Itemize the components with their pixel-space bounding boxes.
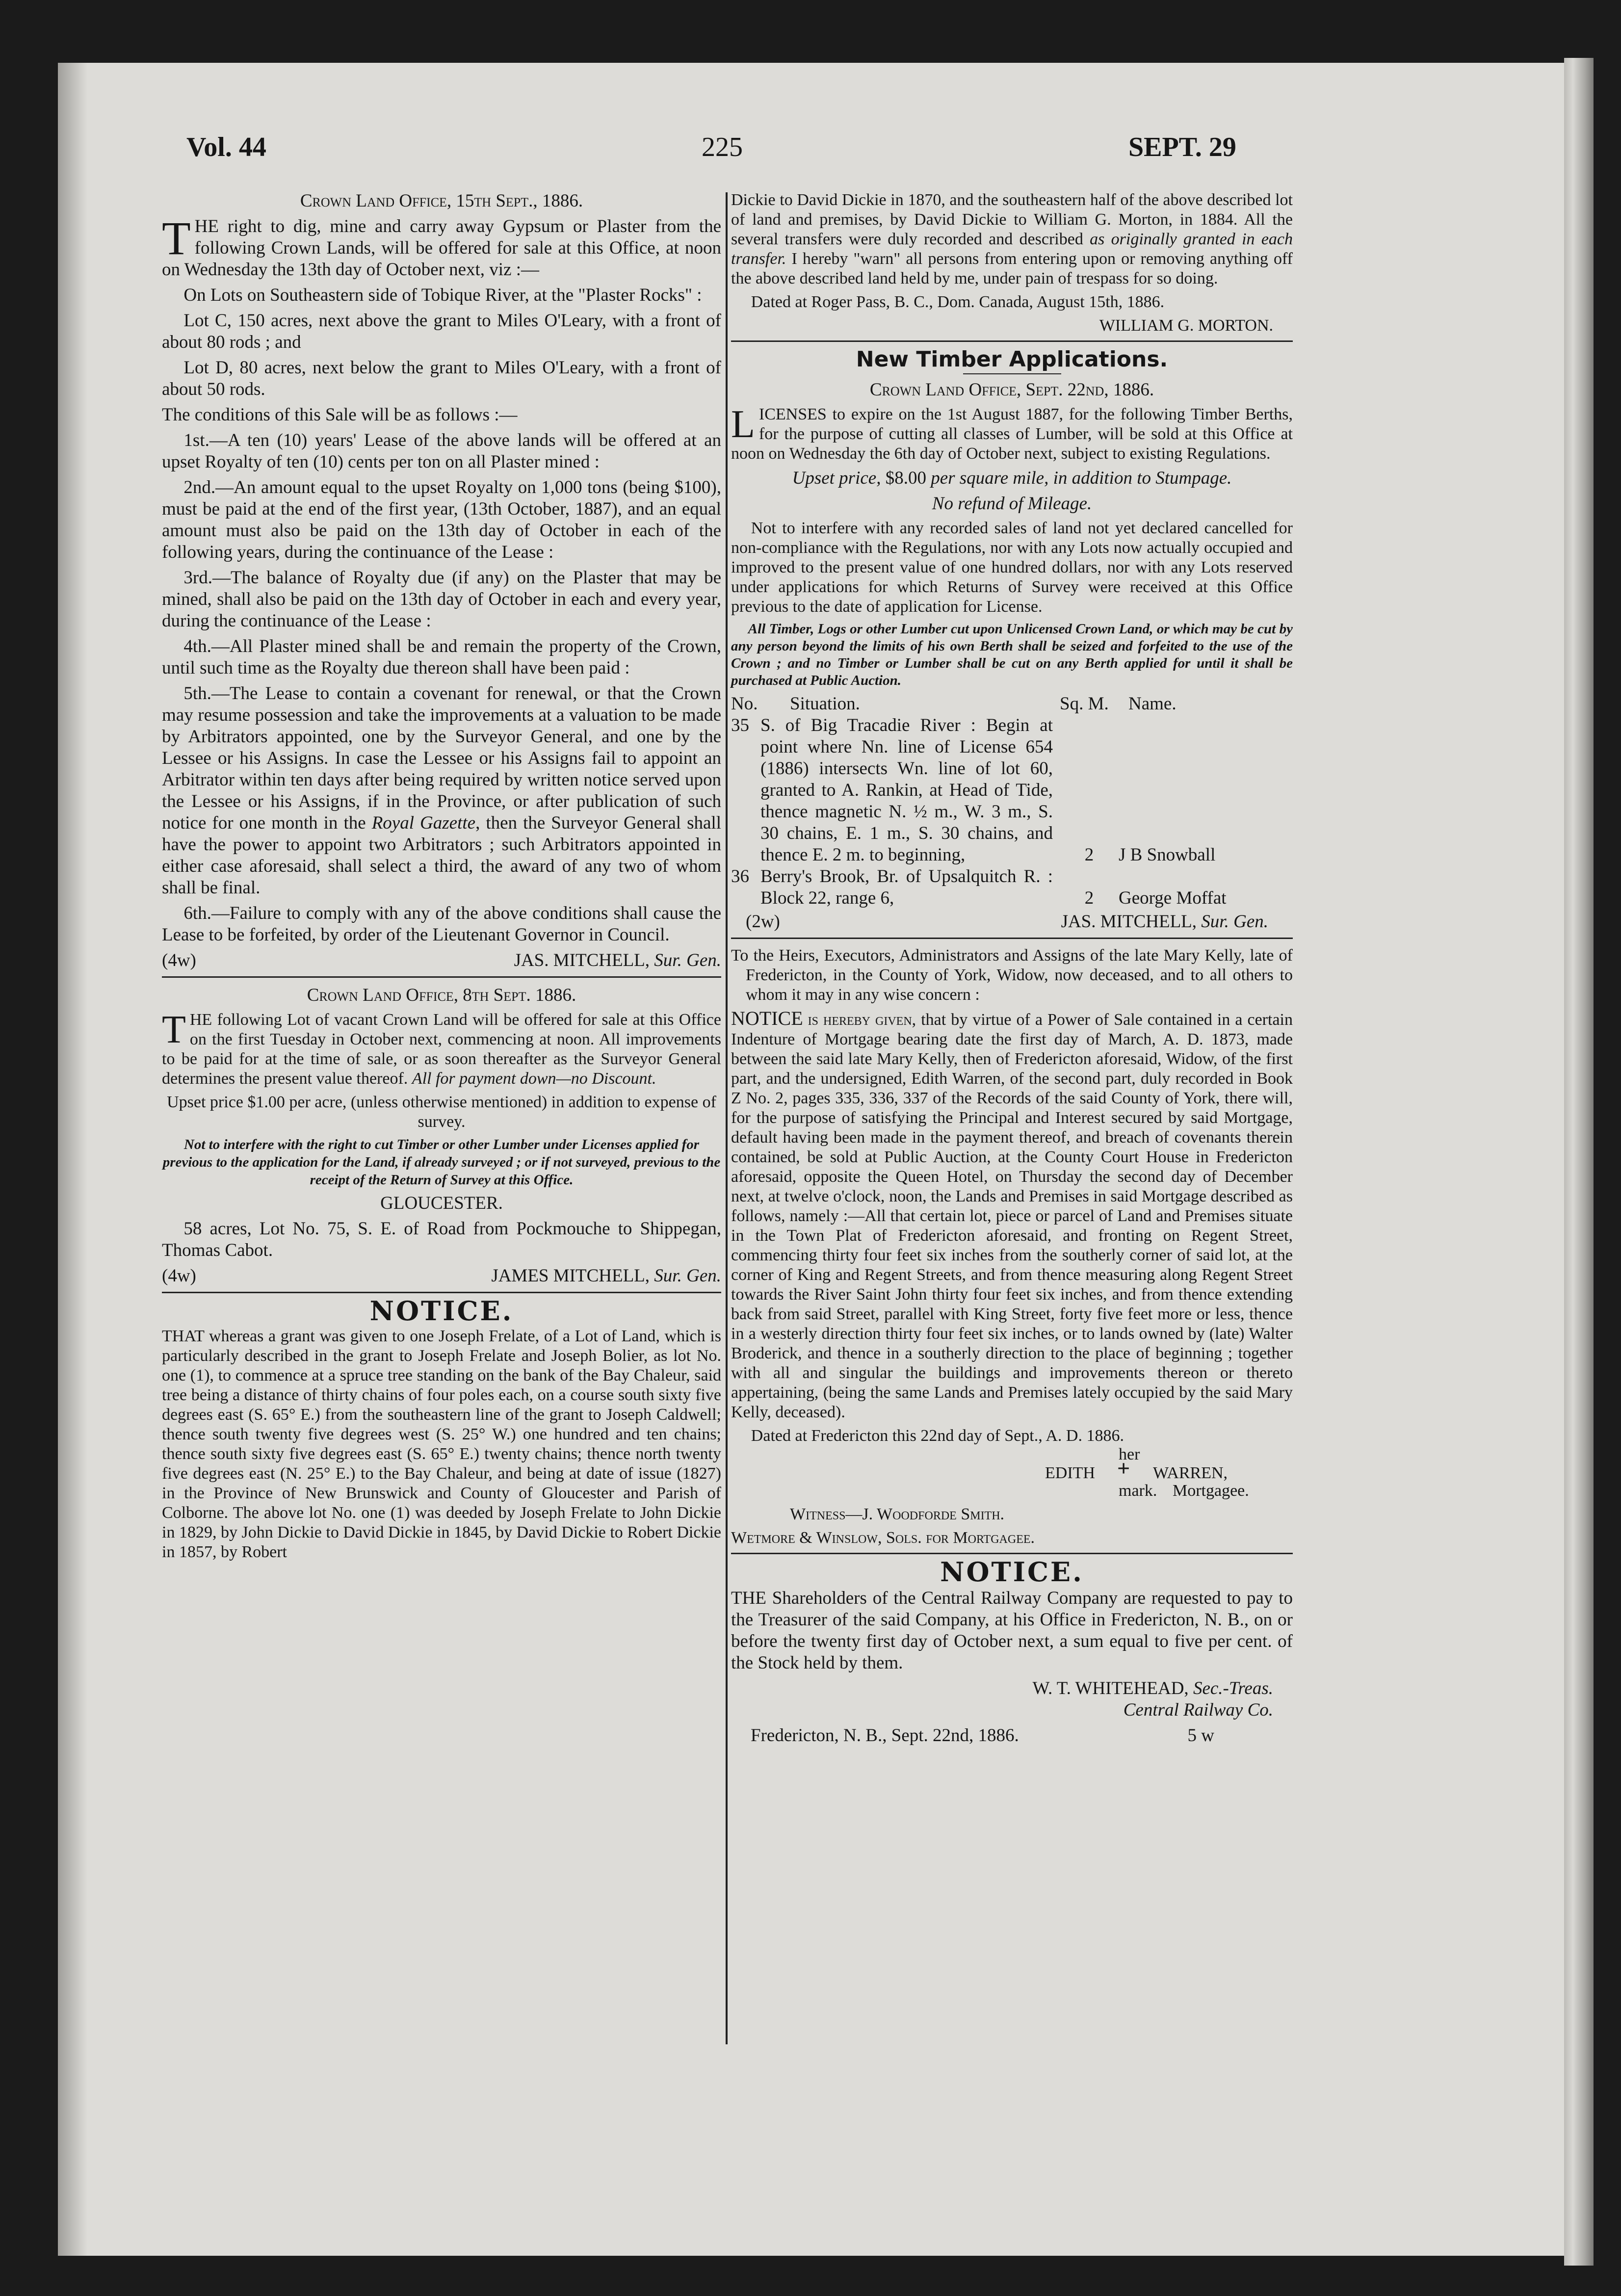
berth-name: J B Snowball <box>1119 845 1216 865</box>
condition-1: 1st.—A ten (10) years' Lease of the above lands will be offered at an upset Royalty of ten (10) cents per ton on all Plaster mined : <box>162 430 721 472</box>
drop-cap: T <box>162 212 191 264</box>
witness-line: Witness—J. Woodforde Smith. <box>790 1505 1005 1523</box>
signature-line <box>731 911 1293 933</box>
office-dateline: Crown Land Office, 15th Sept., 1886. <box>300 191 583 211</box>
frelate-notice <box>162 1295 721 1562</box>
mark-label: mark. <box>1119 1482 1157 1500</box>
page-number: 225 <box>702 132 743 162</box>
volume-label: Vol. 44 <box>186 132 266 162</box>
signature: JAMES MITCHELL, Sur. Gen. <box>491 1266 721 1286</box>
signature: JAS. MITCHELL, Sur. Gen. <box>514 950 721 970</box>
section-divider <box>162 976 721 978</box>
column-header: Name. <box>1128 694 1177 714</box>
table-row <box>731 715 1293 866</box>
mortgagee-role: Mortgagee. <box>1173 1482 1249 1500</box>
notice-heading: NOTICE. <box>940 1556 1084 1588</box>
insertion-count: (4w) <box>162 950 196 970</box>
mortgagee-signature <box>731 1445 1293 1500</box>
notice-intro: THE right to dig, mine and carry away Gypsum or Plaster from the following Crown Lands, will be offered for sale at this Office, at noon on Wednesday the 13th day of October next, viz :— <box>162 212 721 280</box>
column-header: No. <box>731 694 758 714</box>
notice-body: THAT whereas a grant was given to one Joseph Frelate, of a Lot of Land, which is particularly described in the grant to Joseph Frelate and Joseph Bolier, as lot No. one (1), to commence at a spruce tree standing on the bank of the Bay Chaleur, said tree being a distance of thirty chains of four poles each, on a course south sixty five degrees east (S. 65° E.) from the southeastern line of the grant to Joseph Caldwell; thence south twenty five degrees west (S. 25° W.) one hundred and ten chains; thence south sixty five degrees east (S. 65° E.) twenty chains; thence north twenty five degrees east (N. 25° E.) to the Bay Chaleur, and being at date of issue (1827) in the Province of New Brunswick and County of Gloucester and Parish of Colborne. The above lot No. one (1) was deeded by Joseph Frelate to John Dickie in 1829, by John Dickie to David Dickie in 1845, by David Dickie to Robert Dickie in 1857, by Robert <box>162 1327 721 1561</box>
sign-last-name: WARREN, <box>1153 1464 1228 1482</box>
signature-line <box>162 1265 721 1287</box>
notice-body: NOTICE is hereby given, that by virtue of a Power of Sale contained in a certain Indenture of Mortgage bearing date the first day of March, A. D. 1873, made between the said late Mary Kelly, then of Fredericton aforesaid, Widow, of the first part, and the undersigned, Edith Warren, of the second part, duly recorded in Book Z No. 2, pages 335, 336, 337 of the Records of the said County of York, there will, for the purpose of satisfying the Principal and Interest secured by said Mortgage, default having been made in the payment thereof, and breach of covenants therein contained, be sold at Public Auction, at the County Court House in Fredericton aforesaid, opposite the Queen Hotel, on Thursday the second day of December next, at twelve o'clock, noon, the Lands and Premises in said Mortgage described as follows, namely :—All that certain lot, piece or parcel of Land and Premises situate in the Town Plat of Fredericton aforesaid, and fronting on Regent Street, commencing thirty four feet six inches from the southerly corner of said lot, at the corner of King and Regent Streets, and from thence measuring along Regent Street towards the River Saint John thirty four feet six inches, and from thence extending back from said Street, parallel with King Street, forty five feet more or less, thence in a westerly direction thirty four feet six inches, or to lands owned by (late) Walter Broderick, and thence in a southerly direction to the place of beginning ; together with all and singular the buildings and improvements thereon or thereto appertaining, (being the same Lands and Premises lately occupied by the said Mary Kelly, deceased). <box>731 1007 1293 1421</box>
notice-address: To the Heirs, Executors, Administrators and Assigns of the late Mary Kelly, late of Fredericton, in the County of York, Widow, now deceased, and to all others to whom it may in any wise concern : <box>731 946 1293 1004</box>
signature-cross-mark: + <box>1117 1456 1130 1481</box>
office-dateline: Crown Land Office, Sept. 22nd, 1886. <box>869 380 1154 400</box>
binding-edge <box>1564 58 1594 2266</box>
gypsum-sale-notice <box>162 190 721 971</box>
column-header: Sq. M. <box>1060 694 1109 714</box>
berth-name: George Moffat <box>1119 888 1227 908</box>
issue-date: SEPT. 29 <box>1128 132 1236 162</box>
condition-3: 3rd.—The balance of Royalty due (if any) on the Plaster that may be mined, shall also be paid on the 13th day of October in each and every year, during the continuance of the Lease : <box>162 568 721 631</box>
signature: WILLIAM G. MORTON. <box>1099 316 1273 335</box>
column-divider <box>726 192 728 2044</box>
notice-body: THE Shareholders of the Central Railway Company are requested to pay to the Treasurer of the said Company, at his Office in Fredericton, N. B., on or before the twenty first day of October next, a sum equal to five per cent. of the Stock held by them. <box>731 1588 1293 1673</box>
column-header: Situation. <box>790 694 860 714</box>
notice-intro: THE following Lot of vacant Crown Land will be offered for sale at this Office on the first Tuesday in October next, commencing at noon. All improvements to be paid for at the time of sale, or as soon thereafter as the Surveyor General determines the present value thereof. All for payment down—no Discount. <box>162 1008 721 1088</box>
notice-intro: LICENSES to expire on the 1st August 1887, for the following Timber Berths, for the purpose of cutting all classes of Lumber, will be sold at this Office at noon on Wednesday the 6th day of October next, subject to existing Regulations. <box>731 403 1293 463</box>
company-name: Central Railway Co. <box>1123 1700 1273 1720</box>
signature: JAS. MITCHELL, Sur. Gen. <box>1061 912 1268 932</box>
conditions: Not to interfere with any recorded sales of land not yet declared cancelled for non-compliance with the Regulations, nor with any Lots now actually occupied and improved to the present value of one hundred dollars, nor with any Lots reserved under applications for which Returns of Survey were received at this Office previous to the date of application for License. <box>731 519 1293 616</box>
section-divider <box>731 938 1293 939</box>
italic-note: Not to interfere with the right to cut Timber or other Lumber under Licenses applied for previous to the application for the Land, if already surveyed ; or if not surveyed, previous to the receipt of the Return of Survey at this Office. <box>162 1137 721 1188</box>
notice-heading: NOTICE. <box>369 1295 514 1327</box>
dateline: Dated at Roger Pass, B. C., Dom. Canada, August 15th, 1886. <box>751 293 1165 311</box>
kelly-mortgage-notice <box>731 946 1293 1548</box>
upset-price: Upset price, $8.00 per square mile, in addition to Stumpage. <box>792 468 1232 488</box>
county-heading: GLOUCESTER. <box>380 1193 503 1213</box>
condition-2: 2nd.—An amount equal to the upset Royalty on 1,000 tons (being $100), must be paid at the end of the first year, (13th October, 1887), and an equal amount must also be paid on the 13th day of October in each of the following years, during the continuance of the Lease : <box>162 477 721 562</box>
vacant-land-notice <box>162 985 721 1287</box>
berth-situation: S. of Big Tracadie River : Begin at point where Nn. line of License 654 (1886) intersects Wn. line of lot 60, granted to A. Rankin, at Head of Tide, thence magnetic N. ½ m., W. 3 m., S. 30 chains, E. 1 m., S. 30 chains, and thence E. 2 m. to beginning, <box>760 715 1053 865</box>
insertion-count: (2w) <box>746 912 780 932</box>
notice-heading: New Timber Applications. <box>856 347 1168 372</box>
signature-line <box>162 950 721 971</box>
berth-situation: Berry's Brook, Br. of Upsalquitch R. : Block 22, range 6, <box>760 866 1053 908</box>
dateline: Dated at Fredericton this 22nd day of Sept., A. D. 1886. <box>751 1427 1124 1445</box>
right-column <box>731 190 1293 1750</box>
frelate-notice-continued <box>731 190 1293 336</box>
condition-5: 5th.—The Lease to contain a covenant for renewal, or that the Crown may resume possession and take the improvements at a valuation to be made by Arbitrators appointed, one by the Surveyor General, and one by the Lessee or his Assigns. In case the Lessee or his Assigns fail to appoint an Arbitrator within ten days after being required by written notice served upon the Lessee or his Assigns, if in the Province, or after publication of such notice for one month in the Royal Gazette, then the Surveyor General shall have the power to appoint two Arbitrators ; such Arbitrators appointed in either case aforesaid, shall select a third, the award of any two of whom shall be final. <box>162 683 721 898</box>
lot-d: Lot D, 80 acres, next below the grant to Miles O'Leary, with a front of about 50 rods. <box>162 358 721 399</box>
solicitors-line: Wetmore & Winslow, Sols. for Mortgagee. <box>731 1529 1035 1547</box>
berth-number: 36 <box>731 866 749 887</box>
drop-cap: L <box>731 403 755 446</box>
timber-berths-table <box>731 693 1293 909</box>
railway-notice <box>731 1556 1293 1747</box>
her-label: her <box>1119 1445 1140 1463</box>
table-header-row <box>731 693 1293 715</box>
insertion-count: (4w) <box>162 1266 196 1286</box>
berth-sq-m: 2 <box>1084 888 1094 908</box>
conditions-heading: The conditions of this Sale will be as follows :— <box>162 405 518 425</box>
condition-4: 4th.—All Plaster mined shall be and remain the property of the Crown, until such time as the Royalty due thereon shall have been paid : <box>162 636 721 678</box>
italic-note: All Timber, Logs or other Lumber cut upon Unlicensed Crown Land, or which may be cut by any person beyond the limits of his own Berth shall be seized and forfeited to the use of the Crown ; and no Timber or Lumber shall be cut on any Berth applied for until it shall be purchased at Public Auction. <box>731 621 1293 688</box>
left-column <box>162 190 721 1566</box>
office-dateline: Crown Land Office, 8th Sept. 1886. <box>307 985 576 1005</box>
signature: W. T. WHITEHEAD, Sec.-Treas. <box>1032 1678 1273 1698</box>
lot-c: Lot C, 150 acres, next above the grant to Miles O'Leary, with a front of about 80 rods ; and <box>162 311 721 352</box>
section-divider <box>162 1292 721 1293</box>
table-row <box>731 866 1293 909</box>
dateline: Fredericton, N. B., Sept. 22nd, 1886. <box>751 1725 1019 1746</box>
insertion-count: 5 w <box>1187 1725 1214 1746</box>
notice-body: Dickie to David Dickie in 1870, and the southeastern half of the above described lot of land and premises, by David Dickie to William G. Morton, in 1884. All the several transfers were duly recorded and described as originally granted in each transfer. I hereby "warn" all persons from entering upon or removing anything off the above described land held by me, under pain of trespass for so doing. <box>731 191 1293 287</box>
drop-cap: T <box>162 1008 186 1051</box>
heading-rule <box>963 373 1061 374</box>
upset-price: Upset price $1.00 per acre, (unless otherwise mentioned) in addition to expense of survey. <box>167 1093 716 1131</box>
no-refund: No refund of Mileage. <box>932 494 1092 514</box>
berth-number: 35 <box>731 715 749 735</box>
condition-6: 6th.—Failure to comply with any of the above conditions shall cause the Lease to be forfeited, by order of the Lieutenant Governor in Council. <box>162 903 721 945</box>
page-gutter-shadow <box>58 63 87 2256</box>
sign-first-name: EDITH <box>1045 1464 1095 1482</box>
section-divider <box>731 340 1293 342</box>
dateline-row <box>731 1725 1293 1747</box>
lots-location: On Lots on Southeastern side of Tobique River, at the "Plaster Rocks" : <box>183 285 702 305</box>
timber-applications-notice <box>731 349 1293 933</box>
berth-sq-m: 2 <box>1084 845 1094 865</box>
lot-entry: 58 acres, Lot No. 75, S. E. of Road from Pockmouche to Shippegan, Thomas Cabot. <box>162 1219 721 1260</box>
section-divider <box>731 1553 1293 1554</box>
